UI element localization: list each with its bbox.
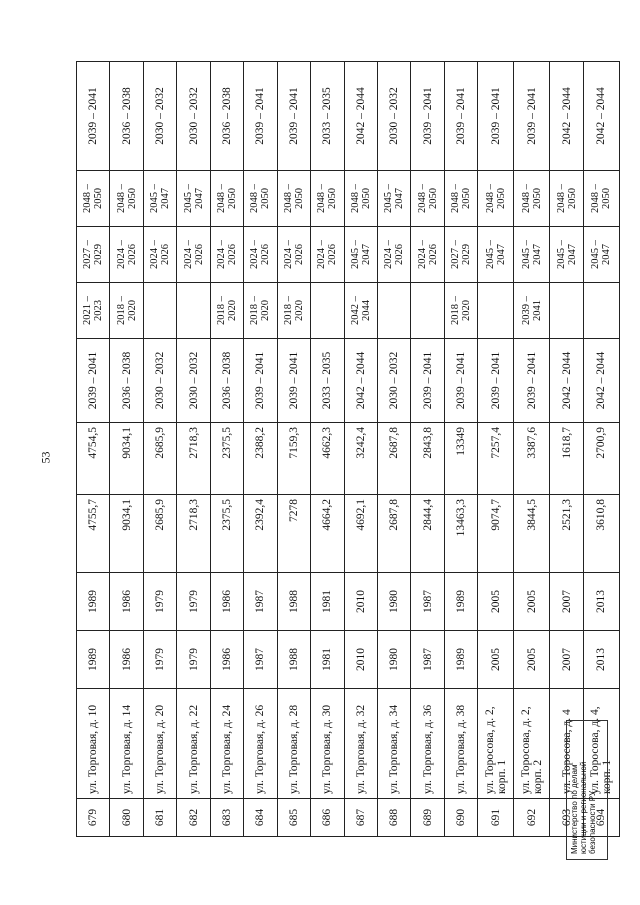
work-period-4-cell: 2039 – 2041 [277, 62, 310, 171]
residential-area-cell: 2388,2 [244, 423, 277, 495]
year-built-cell: 1988 [277, 631, 310, 689]
total-area-cell: 2687,8 [377, 495, 410, 573]
plan-period-cell: 2039 – 2041 [514, 339, 550, 423]
total-area-cell: 2718,3 [177, 495, 210, 573]
work-period-2-cell: 2045 – 2047 [344, 227, 377, 283]
residential-area-cell: 7257,4 [478, 423, 514, 495]
table-row [444, 62, 477, 837]
work-period-1-cell: 2018 – 2020 [210, 283, 243, 339]
year-built-cell: 1987 [244, 631, 277, 689]
work-period-3-cell: 2045 – 2047 [143, 171, 176, 227]
work-period-2-cell: 2024 – 2026 [277, 227, 310, 283]
work-period-3-cell: 2048 – 2050 [311, 171, 344, 227]
residential-area-cell: 1618,7 [550, 423, 583, 495]
table-row [110, 62, 143, 837]
row-number: 688 [377, 799, 410, 837]
work-period-3-cell: 2048 – 2050 [110, 171, 143, 227]
table-row [411, 62, 444, 837]
total-area-cell: 3610,8 [583, 495, 619, 573]
residential-area-cell: 2843,8 [411, 423, 444, 495]
year-built-cell: 1980 [377, 631, 410, 689]
residential-area-cell: 4662,3 [311, 423, 344, 495]
work-period-2-cell: 2027 – 2029 [444, 227, 477, 283]
work-period-1-cell: 2042 – 2044 [344, 283, 377, 339]
plan-period-cell: 2030 – 2032 [177, 339, 210, 423]
work-period-3-cell: 2048 – 2050 [550, 171, 583, 227]
row-number: 692 [514, 799, 550, 837]
table-row [210, 62, 243, 837]
work-period-3-cell: 2048 – 2050 [344, 171, 377, 227]
total-area-cell: 9074,7 [478, 495, 514, 573]
table-row [514, 62, 550, 837]
plan-period-cell: 2036 – 2038 [210, 339, 243, 423]
plan-period-cell: 2030 – 2032 [143, 339, 176, 423]
work-period-3-cell: 2045 – 2047 [377, 171, 410, 227]
row-number: 687 [344, 799, 377, 837]
work-period-2-cell: 2024 – 2026 [110, 227, 143, 283]
address-cell: ул. Торговая, д. 32 [344, 689, 377, 799]
work-period-1-cell: 2018 – 2020 [244, 283, 277, 339]
year-commissioned-cell: 2013 [583, 573, 619, 631]
work-period-2-cell: 2024 – 2026 [411, 227, 444, 283]
year-commissioned-cell: 1980 [377, 573, 410, 631]
work-period-3-cell: 2048 – 2050 [277, 171, 310, 227]
work-period-4-cell: 2039 – 2041 [478, 62, 514, 171]
work-period-2-cell: 2045 – 2047 [550, 227, 583, 283]
work-period-4-cell: 2039 – 2041 [514, 62, 550, 171]
residential-area-cell: 3387,6 [514, 423, 550, 495]
work-period-4-cell: 2030 – 2032 [177, 62, 210, 171]
address-cell: ул. Торосова, д. 4, корп. 1 [583, 689, 619, 799]
work-period-2-cell: 2024 – 2026 [244, 227, 277, 283]
year-commissioned-cell: 1989 [444, 573, 477, 631]
work-period-3-cell: 2048 – 2050 [411, 171, 444, 227]
year-commissioned-cell: 1987 [411, 573, 444, 631]
work-period-4-cell: 2036 – 2038 [110, 62, 143, 171]
plan-period-cell: 2039 – 2041 [478, 339, 514, 423]
plan-period-cell: 2039 – 2041 [77, 339, 110, 423]
work-period-3-cell: 2048 – 2050 [444, 171, 477, 227]
work-period-2-cell: 2024 – 2026 [143, 227, 176, 283]
plan-period-cell: 2039 – 2041 [277, 339, 310, 423]
table-row [277, 62, 310, 837]
year-built-cell: 1987 [411, 631, 444, 689]
plan-period-cell: 2036 – 2038 [110, 339, 143, 423]
work-period-4-cell: 2036 – 2038 [210, 62, 243, 171]
residential-area-cell: 2375,5 [210, 423, 243, 495]
row-number: 694 [583, 799, 619, 837]
work-period-1-cell [311, 283, 344, 339]
address-cell: ул. Торговая, д. 20 [143, 689, 176, 799]
work-period-1-cell: 2039 – 2041 [514, 283, 550, 339]
row-number: 679 [77, 799, 110, 837]
stamp-line-2: юстиции и региональной [579, 761, 589, 854]
address-cell: ул. Торговая, д. 10 [77, 689, 110, 799]
plan-period-cell: 2039 – 2041 [444, 339, 477, 423]
year-commissioned-cell: 2005 [478, 573, 514, 631]
work-period-1-cell [478, 283, 514, 339]
address-cell: ул. Торосова, д. 2, корп. 2 [514, 689, 550, 799]
address-cell: ул. Торосова, д. 2, корп. 1 [478, 689, 514, 799]
work-period-2-cell: 2024 – 2026 [210, 227, 243, 283]
plan-period-cell: 2042 – 2044 [583, 339, 619, 423]
row-number: 680 [110, 799, 143, 837]
residential-area-cell: 2687,8 [377, 423, 410, 495]
year-built-cell: 1979 [143, 631, 176, 689]
work-period-1-cell [377, 283, 410, 339]
year-commissioned-cell: 1986 [110, 573, 143, 631]
official-stamp [566, 720, 608, 860]
year-built-cell: 2005 [514, 631, 550, 689]
year-commissioned-cell: 1986 [210, 573, 243, 631]
total-area-cell: 2392,4 [244, 495, 277, 573]
year-built-cell: 1989 [444, 631, 477, 689]
year-built-cell: 2010 [344, 631, 377, 689]
residential-area-cell: 2700,9 [583, 423, 619, 495]
work-period-1-cell [583, 283, 619, 339]
stamp-line-1: Министерство по делам [570, 764, 579, 854]
work-period-4-cell: 2042 – 2044 [550, 62, 583, 171]
row-number: 681 [143, 799, 176, 837]
residential-area-cell: 13349 [444, 423, 477, 495]
year-built-cell: 2013 [583, 631, 619, 689]
year-commissioned-cell: 1979 [177, 573, 210, 631]
address-cell: ул. Торосова, д. 4 [550, 689, 583, 799]
total-area-cell: 9034,1 [110, 495, 143, 573]
year-built-cell: 1986 [210, 631, 243, 689]
table-rotator [76, 62, 620, 837]
work-period-4-cell: 2042 – 2044 [583, 62, 619, 171]
row-number: 693 [550, 799, 583, 837]
address-cell: ул. Торговая, д. 36 [411, 689, 444, 799]
year-commissioned-cell: 2010 [344, 573, 377, 631]
row-number: 684 [244, 799, 277, 837]
row-number: 690 [444, 799, 477, 837]
table-row [377, 62, 410, 837]
address-cell: ул. Торговая, д. 22 [177, 689, 210, 799]
work-period-4-cell: 2042 – 2044 [344, 62, 377, 171]
work-period-4-cell: 2033 – 2035 [311, 62, 344, 171]
plan-period-cell: 2030 – 2032 [377, 339, 410, 423]
year-built-cell: 2005 [478, 631, 514, 689]
work-period-1-cell: 2018 – 2020 [110, 283, 143, 339]
housing-schedule-table [76, 61, 620, 837]
work-period-4-cell: 2039 – 2041 [77, 62, 110, 171]
work-period-2-cell: 2024 – 2026 [177, 227, 210, 283]
address-cell: ул. Торговая, д. 30 [311, 689, 344, 799]
plan-period-cell: 2042 – 2044 [344, 339, 377, 423]
total-area-cell: 2375,5 [210, 495, 243, 573]
plan-period-cell: 2042 – 2044 [550, 339, 583, 423]
work-period-1-cell: 2021 – 2023 [77, 283, 110, 339]
year-built-cell: 1979 [177, 631, 210, 689]
total-area-cell: 7278 [277, 495, 310, 573]
residential-area-cell: 7159,3 [277, 423, 310, 495]
work-period-3-cell: 2045 – 2047 [177, 171, 210, 227]
address-cell: ул. Торговая, д. 24 [210, 689, 243, 799]
work-period-1-cell: 2018 – 2020 [277, 283, 310, 339]
row-number: 683 [210, 799, 243, 837]
year-commissioned-cell: 1989 [77, 573, 110, 631]
row-number: 685 [277, 799, 310, 837]
table-row [311, 62, 344, 837]
plan-period-cell: 2039 – 2041 [411, 339, 444, 423]
row-number: 689 [411, 799, 444, 837]
work-period-4-cell: 2039 – 2041 [244, 62, 277, 171]
year-commissioned-cell: 2005 [514, 573, 550, 631]
table-row [344, 62, 377, 837]
work-period-3-cell: 2048 – 2050 [244, 171, 277, 227]
work-period-1-cell [550, 283, 583, 339]
work-period-4-cell: 2039 – 2041 [444, 62, 477, 171]
work-period-3-cell: 2048 – 2050 [478, 171, 514, 227]
table-row [244, 62, 277, 837]
work-period-2-cell: 2045 – 2047 [478, 227, 514, 283]
year-commissioned-cell: 1979 [143, 573, 176, 631]
year-commissioned-cell: 1981 [311, 573, 344, 631]
year-built-cell: 1986 [110, 631, 143, 689]
address-cell: ул. Торговая, д. 26 [244, 689, 277, 799]
year-built-cell: 2007 [550, 631, 583, 689]
year-commissioned-cell: 1987 [244, 573, 277, 631]
stamp-line-3: безопасности РУ [588, 790, 598, 854]
address-cell: ул. Торговая, д. 28 [277, 689, 310, 799]
year-built-cell: 1981 [311, 631, 344, 689]
residential-area-cell: 4754,5 [77, 423, 110, 495]
work-period-4-cell: 2039 – 2041 [411, 62, 444, 171]
table-row [478, 62, 514, 837]
work-period-2-cell: 2045 – 2047 [514, 227, 550, 283]
work-period-1-cell [143, 283, 176, 339]
residential-area-cell: 9034,1 [110, 423, 143, 495]
work-period-3-cell: 2048 – 2050 [77, 171, 110, 227]
year-built-cell: 1989 [77, 631, 110, 689]
plan-period-cell: 2039 – 2041 [244, 339, 277, 423]
residential-area-cell: 2685,9 [143, 423, 176, 495]
work-period-3-cell: 2048 – 2050 [514, 171, 550, 227]
work-period-1-cell: 2018 – 2020 [444, 283, 477, 339]
work-period-4-cell: 2030 – 2032 [377, 62, 410, 171]
residential-area-cell: 3242,4 [344, 423, 377, 495]
total-area-cell: 4755,7 [77, 495, 110, 573]
year-commissioned-cell: 1988 [277, 573, 310, 631]
work-period-2-cell: 2045 – 2047 [583, 227, 619, 283]
total-area-cell: 4664,2 [311, 495, 344, 573]
work-period-4-cell: 2030 – 2032 [143, 62, 176, 171]
table-row [143, 62, 176, 837]
total-area-cell: 2685,9 [143, 495, 176, 573]
total-area-cell: 2521,3 [550, 495, 583, 573]
row-number: 682 [177, 799, 210, 837]
plan-period-cell: 2033 – 2035 [311, 339, 344, 423]
work-period-3-cell: 2048 – 2050 [583, 171, 619, 227]
table-row [177, 62, 210, 837]
address-cell: ул. Торговая, д. 14 [110, 689, 143, 799]
work-period-1-cell [177, 283, 210, 339]
table-row [77, 62, 110, 837]
work-period-2-cell: 2024 – 2026 [377, 227, 410, 283]
address-cell: ул. Торговая, д. 34 [377, 689, 410, 799]
total-area-cell: 13463,3 [444, 495, 477, 573]
work-period-2-cell: 2027 – 2029 [77, 227, 110, 283]
work-period-2-cell: 2024 – 2026 [311, 227, 344, 283]
work-period-3-cell: 2048 – 2050 [210, 171, 243, 227]
year-commissioned-cell: 2007 [550, 573, 583, 631]
residential-area-cell: 2718,3 [177, 423, 210, 495]
total-area-cell: 2844,4 [411, 495, 444, 573]
page-number: 53 [38, 451, 53, 464]
total-area-cell: 3844,5 [514, 495, 550, 573]
work-period-1-cell [411, 283, 444, 339]
row-number: 686 [311, 799, 344, 837]
total-area-cell: 4692,1 [344, 495, 377, 573]
address-cell: ул. Торговая, д. 38 [444, 689, 477, 799]
table-body [77, 62, 620, 837]
row-number: 691 [478, 799, 514, 837]
